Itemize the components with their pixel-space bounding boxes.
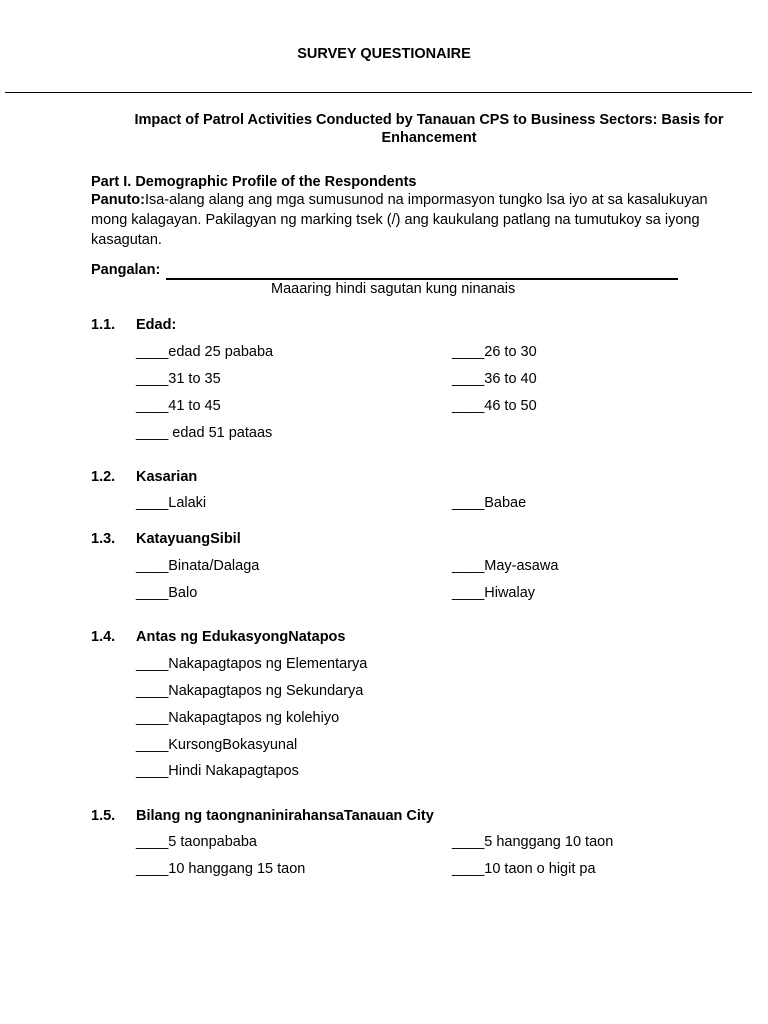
option-age-31-35[interactable]: ____31 to 35	[136, 371, 221, 387]
title-divider	[5, 92, 752, 93]
question-label-age: Edad:	[136, 317, 177, 333]
subtitle-line-1: Impact of Patrol Activities Conducted by Tanauan CPS to Business Sectors: Basis for	[134, 112, 724, 128]
subtitle-line-2: Enhancement	[381, 130, 477, 146]
option-civil-married[interactable]: ____May-asawa	[452, 558, 559, 574]
option-age-41-45[interactable]: ____41 to 45	[136, 398, 221, 414]
option-edu-secondary[interactable]: ____Nakapagtapos ng Sekundarya	[136, 683, 364, 699]
option-edu-not-graduated[interactable]: ____Hindi Nakapagtapos	[136, 763, 299, 779]
option-age-46-50[interactable]: ____46 to 50	[452, 398, 537, 414]
document-title: SURVEY QUESTIONAIRE	[297, 46, 471, 62]
option-age-25-below[interactable]: ____edad 25 pababa	[136, 344, 274, 360]
question-label-sex: Kasarian	[136, 469, 198, 485]
question-number-1-2: 1.2.	[91, 469, 116, 485]
directions-paragraph	[91, 190, 741, 250]
option-years-10-above[interactable]: ____10 taon o higit pa	[452, 861, 596, 877]
option-civil-single[interactable]: ____Binata/Dalaga	[136, 558, 260, 574]
option-civil-separated[interactable]: ____Hiwalay	[452, 585, 536, 601]
option-age-36-40[interactable]: ____36 to 40	[452, 371, 537, 387]
name-field-line[interactable]	[166, 278, 678, 280]
option-edu-elementary[interactable]: ____Nakapagtapos ng Elementarya	[136, 656, 368, 672]
part-heading: Part I. Demographic Profile of the Respondents	[91, 174, 417, 190]
directions-text: Isa-alang alang ang mga sumusunod na impormasyon tungko lsa iyo at sa kasalukuyan mong kalagayan. Pakilagyan ng marking tsek (/) ang kaukulang patlang na tumutukoy sa iyong kasagutan.	[91, 192, 708, 248]
question-number-1-4: 1.4.	[91, 629, 116, 645]
question-number-1-1: 1.1.	[91, 317, 116, 333]
option-years-5-10[interactable]: ____5 hanggang 10 taon	[452, 834, 614, 850]
question-label-education: Antas ng EdukasyongNatapos	[136, 629, 346, 645]
question-label-civil-status: KatayuangSibil	[136, 531, 241, 547]
option-edu-vocational[interactable]: ____KursongBokasyunal	[136, 737, 298, 753]
name-note: Maaaring hindi sagutan kung ninanais	[271, 281, 516, 297]
option-age-51-above[interactable]: ____ edad 51 pataas	[136, 425, 273, 441]
option-age-26-30[interactable]: ____26 to 30	[452, 344, 537, 360]
question-number-1-3: 1.3.	[91, 531, 116, 547]
option-sex-female[interactable]: ____Babae	[452, 495, 527, 511]
option-edu-college[interactable]: ____Nakapagtapos ng kolehiyo	[136, 710, 340, 726]
question-label-years-residence: Bilang ng taongnaninirahansaTanauan City	[136, 808, 434, 824]
directions-label: Panuto:	[91, 192, 145, 208]
option-years-10-15[interactable]: ____10 hanggang 15 taon	[136, 861, 306, 877]
option-sex-male[interactable]: ____Lalaki	[136, 495, 207, 511]
option-civil-widowed[interactable]: ____Balo	[136, 585, 198, 601]
question-number-1-5: 1.5.	[91, 808, 116, 824]
name-label: Pangalan:	[91, 262, 161, 278]
option-years-5-below[interactable]: ____5 taonpababa	[136, 834, 257, 850]
